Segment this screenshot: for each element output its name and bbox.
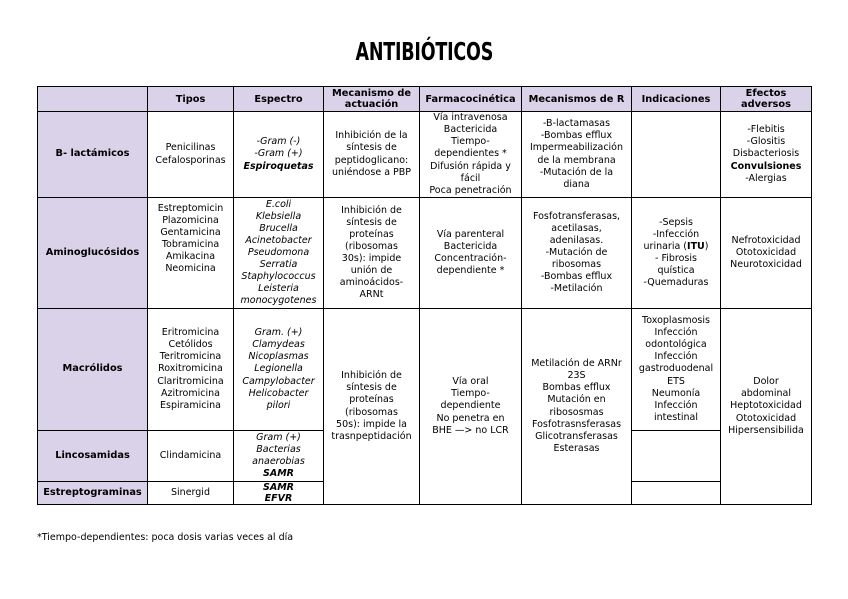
text-line: síntesis de <box>346 216 397 228</box>
cell-b-lactamicos-resistencia <box>522 112 631 197</box>
text-line: Bombas efflux <box>542 382 611 394</box>
text-line: No penetra en <box>436 412 505 424</box>
text-line: -Infección <box>652 228 700 240</box>
text-line: Neurotoxicidad <box>730 259 802 271</box>
text-line: anaerobias <box>252 456 305 467</box>
text-line: Bacterias <box>256 443 301 455</box>
text-line: Penicilinas <box>165 142 216 154</box>
text-line: (ribosomas <box>345 406 398 418</box>
text-line: - Fibrosis <box>655 253 697 264</box>
text-line: Plazomicina <box>162 215 219 227</box>
cell-estreptograminas-tipos <box>148 482 233 504</box>
text-line: quística <box>657 265 695 277</box>
text-line: Hipersensibilida <box>728 424 804 436</box>
text-line: Neomicina <box>165 263 216 275</box>
text-line: EFVR <box>264 493 293 504</box>
row-label-text: Aminoglucósidos <box>45 246 140 258</box>
text-segment-bold: ITU <box>687 240 705 252</box>
text-line: Eritromicina <box>161 327 220 339</box>
text-line: Claritromicina <box>157 375 224 387</box>
text-line: diana <box>563 178 590 190</box>
text-line: Infección <box>654 351 698 363</box>
row-label-macrolidos <box>38 309 147 430</box>
text-line: Heptotoxicidad <box>730 400 802 412</box>
text-line: Tobramicina <box>161 239 220 251</box>
text-line: Inhibición de <box>341 204 402 216</box>
text-line: Acinetobacter <box>245 234 312 246</box>
cell-aminoglucosidos-resistencia <box>522 198 631 308</box>
text-line: 50s): impide la <box>336 418 407 430</box>
page-title <box>0 37 848 70</box>
text-line: Vía intravenosa <box>433 112 508 124</box>
header-label: adversos <box>741 99 791 110</box>
text-line: Convulsiones <box>730 160 802 172</box>
text-line: -Gram (+) <box>254 148 303 160</box>
header-mecanismo <box>324 87 419 111</box>
header-corner-cell <box>38 87 147 111</box>
text-line: Vía oral <box>452 376 489 388</box>
header-indicaciones <box>632 87 720 111</box>
text-line: 23S <box>567 370 586 382</box>
text-line: Estreptomicin <box>157 203 224 214</box>
text-line: Metilación de ARNr <box>531 358 622 370</box>
text-line: Vía parenteral <box>436 228 505 240</box>
text-line: Azitromicina <box>161 387 220 399</box>
cell-b-lactamicos-mecanismo <box>324 112 419 197</box>
text-line: síntesis de <box>346 382 397 394</box>
text-line: SAMR <box>263 468 294 480</box>
header-label: actuación <box>344 99 399 110</box>
text-line: dependientes * <box>434 148 507 160</box>
text-line: pilori <box>266 399 291 411</box>
text-line: Esterasas <box>553 442 600 454</box>
text-line: fácil <box>460 172 481 184</box>
text-line: Difusión rápida y <box>430 160 511 172</box>
cell-lincosamidas-indicaciones <box>632 431 720 481</box>
text-line: Gentamicina <box>160 227 221 239</box>
cell-estreptograminas-indicaciones <box>632 482 720 504</box>
text-line: adenilasas. <box>549 234 604 246</box>
text-line: Inhibición de la <box>335 130 408 142</box>
text-line: Sinergid <box>171 486 210 498</box>
text-line: Tiempo- <box>451 136 490 148</box>
text-line: -Bombas efflux <box>540 271 613 283</box>
header-espectro <box>234 87 323 111</box>
header-label: Mecanismo de <box>332 88 411 99</box>
text-line: proteínas <box>349 394 394 406</box>
header-farmacocinetica <box>420 87 521 111</box>
cell-lincosamidas-tipos <box>148 431 233 481</box>
text-line: peptidoglicano: <box>334 154 409 166</box>
text-line: trasnpeptidación <box>331 430 412 442</box>
text-line: Clindamicina <box>159 449 222 461</box>
text-line: Fosfotransferasas, <box>532 210 621 222</box>
text-line: Gram (+) <box>256 431 301 443</box>
text-line: ribosomas <box>551 259 602 271</box>
text-line: unión de <box>350 265 393 277</box>
text-line: Brucella <box>259 222 298 234</box>
text-line: -Quemaduras <box>643 277 709 289</box>
cell-b-lactamicos-tipos <box>148 112 233 197</box>
text-line: Dolor <box>753 376 779 388</box>
text-line: intestinal <box>653 411 699 423</box>
text-line: -Mutación de la <box>539 166 614 178</box>
header-label: Efectos <box>745 88 787 99</box>
text-line: Nefrotoxicidad <box>731 234 801 246</box>
text-line: Neumonía <box>651 387 701 399</box>
text-line: abdominal <box>740 388 792 400</box>
cell-aminoglucosidos-indicaciones <box>632 198 720 308</box>
text-line: SAMR <box>263 482 294 493</box>
text-line: aminoácidos- <box>339 277 404 289</box>
cell-macrolidos-espectro <box>234 309 323 430</box>
text-line: Staphylococcus <box>241 271 316 283</box>
text-line: -Gram (-) <box>256 136 301 148</box>
cell-aminoglucosidos-espectro <box>234 198 323 308</box>
text-line: Amikacina <box>165 251 216 263</box>
text-line: Concentración- <box>434 253 507 264</box>
row-label-text: Estreptograminas <box>43 486 142 498</box>
text-line: Toxoplasmosis <box>642 315 710 327</box>
cell-macrolidos-indicaciones <box>632 309 720 430</box>
row-label-text: Macrólidos <box>62 363 123 375</box>
text-line: gastroduodenal <box>638 363 714 375</box>
row-label-text: B- lactámicos <box>55 148 130 160</box>
footnote: *Tiempo-dependientes: poca dosis varias veces al día <box>37 532 294 543</box>
text-line: -Mutación de <box>545 246 608 258</box>
text-line: ETS <box>667 375 685 387</box>
text-line: Clamydeas <box>252 339 305 351</box>
text-line: -Metilación <box>550 283 603 295</box>
text-line: Infección <box>654 399 698 411</box>
text-line: Poca penetración <box>429 184 512 196</box>
text-line: Espiramicina <box>160 399 221 411</box>
header-label: Mecanismos de R <box>528 93 625 105</box>
cell-macrolidos-tipos <box>148 309 233 430</box>
text-line: monocygotenes <box>240 295 317 307</box>
text-line: Bactericida <box>443 240 498 252</box>
text-line: Campylobacter <box>242 375 315 387</box>
text-line: dependiente <box>440 400 501 412</box>
text-line: Tiempo- <box>451 388 490 400</box>
text-line: proteínas <box>349 228 394 240</box>
text-line: Espiroquetas <box>243 160 314 172</box>
row-label-text: Lincosamidas <box>55 449 130 461</box>
header-label: Indicaciones <box>641 93 711 105</box>
row-label-estreptograminas <box>38 482 147 504</box>
cell-aminoglucosidos-tipos <box>148 198 233 308</box>
text-line: Glicotransferasas <box>535 430 618 442</box>
cell-aminoglucosidos-farmacocinetica <box>420 198 521 308</box>
text-line: ribososmas <box>549 406 604 418</box>
cell-estreptograminas-espectro <box>234 482 323 504</box>
antibiotics-table <box>37 86 812 505</box>
text-line: Teritromicina <box>159 351 222 363</box>
text-line: dependiente * <box>436 265 505 277</box>
text-line: Gram. (+) <box>254 327 303 339</box>
text-line: Legionella <box>254 363 303 375</box>
text-line: Bactericida <box>443 124 498 136</box>
text-line: -Sepsis <box>659 216 693 228</box>
text-line: Nicoplasmas <box>248 351 309 363</box>
cell-b-lactamicos-espectro <box>234 112 323 197</box>
text-line: Fosfotrasnsferasas <box>531 418 622 430</box>
text-line: Inhibición de <box>341 370 402 382</box>
text-line: Ototoxicidad <box>735 246 797 258</box>
text-line: 30s): impide <box>341 253 402 264</box>
header-label: Espectro <box>254 93 303 105</box>
cell-b-lactamicos-indicaciones <box>632 112 720 197</box>
text-line: de la membrana <box>537 154 616 166</box>
text-line: -B-lactamasas <box>542 118 611 130</box>
header-resistencia <box>522 87 631 111</box>
page-title-text: ANTIBIÓTICOS <box>355 37 493 66</box>
cell-aminoglucosidos-efectos <box>721 198 811 308</box>
text-line: BHE —> no LCR <box>432 424 509 436</box>
text-line: odontológica <box>645 339 707 351</box>
text-line: uniéndose a PBP <box>331 166 412 178</box>
cell-grupo-mecanismo <box>324 309 419 504</box>
cell-grupo-resistencia <box>522 309 631 504</box>
text-line: -Alergias <box>745 172 787 184</box>
text-line: Serratia <box>259 259 298 271</box>
cell-lincosamidas-espectro <box>234 431 323 481</box>
row-label-b-lactamicos <box>38 112 147 197</box>
text-line: E.coli <box>265 198 292 210</box>
text-segment: ) <box>704 240 709 252</box>
text-line: Cefalosporinas <box>155 154 226 166</box>
cell-grupo-farmacocinetica <box>420 309 521 504</box>
text-line: -Glositis <box>746 136 786 148</box>
cell-aminoglucosidos-mecanismo <box>324 198 419 308</box>
cell-b-lactamicos-efectos <box>721 112 811 197</box>
text-line: Leisteria <box>258 283 299 295</box>
cell-grupo-efectos <box>721 309 811 504</box>
text-line: Klebsiella <box>255 210 302 222</box>
text-line: (ribosomas <box>345 240 398 252</box>
header-label: Farmacocinética <box>425 93 516 105</box>
header-tipos <box>148 87 233 111</box>
text-line <box>644 241 709 253</box>
row-label-lincosamidas <box>38 431 147 481</box>
text-line: Disbacteriosis <box>732 148 800 160</box>
header-efectos <box>721 87 811 111</box>
text-line: Mutación en <box>547 394 606 406</box>
text-line: síntesis de <box>346 142 397 154</box>
text-line: -Flebitis <box>747 124 785 136</box>
text-segment: urinaria ( <box>643 240 688 252</box>
text-line: Ototoxicidad <box>735 412 797 424</box>
header-label: Tipos <box>175 93 206 105</box>
text-line: Roxitromicina <box>158 363 223 375</box>
text-line: Helicobacter <box>248 387 309 399</box>
text-line: acetilasas, <box>551 222 602 234</box>
text-line: Impermeabilización <box>529 142 624 154</box>
row-label-aminoglucosidos <box>38 198 147 308</box>
text-line: ARNt <box>359 289 384 301</box>
text-line: Infección <box>654 327 698 339</box>
text-line: Pseudomona <box>247 246 310 258</box>
cell-b-lactamicos-farmacocinetica <box>420 112 521 197</box>
text-line: Cetólidos <box>168 339 213 351</box>
text-line: -Bombas efflux <box>540 130 613 142</box>
